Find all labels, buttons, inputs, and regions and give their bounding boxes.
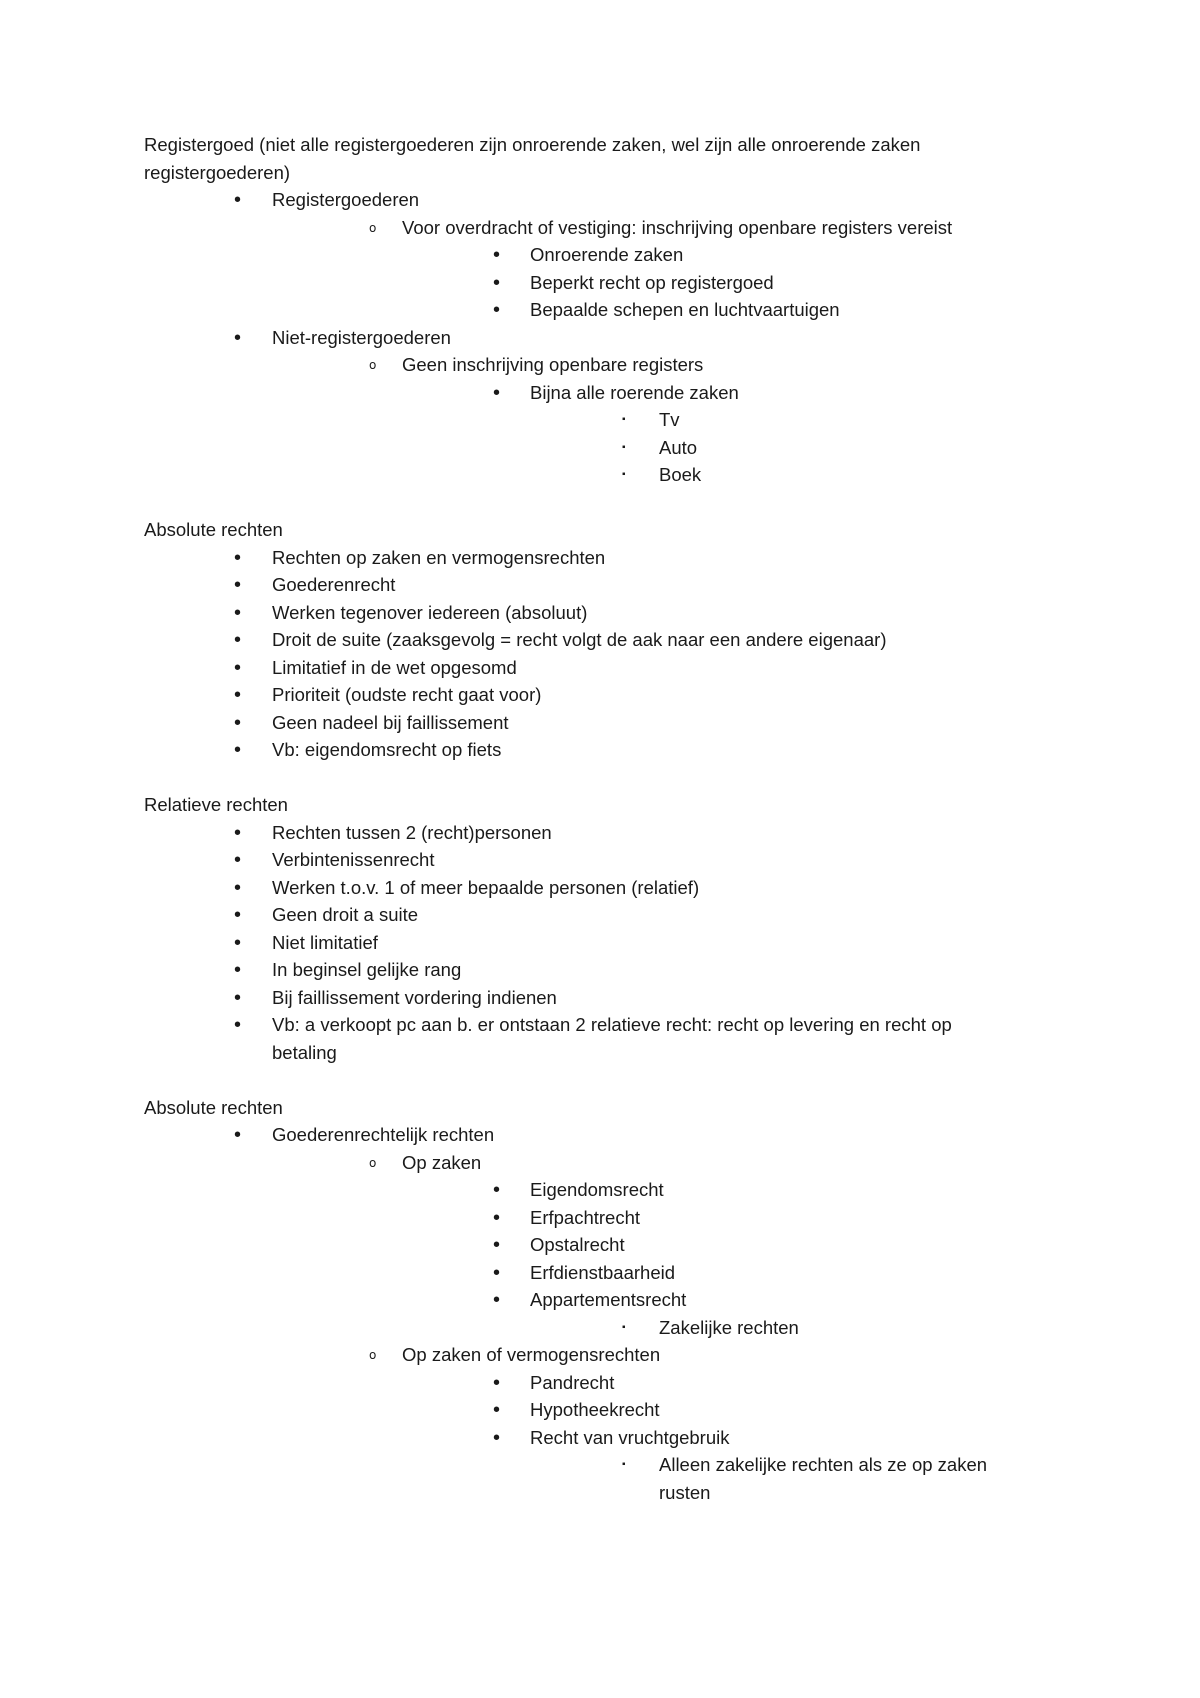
bullet-square-icon: ▪: [622, 1321, 626, 1333]
bullet-dot-icon: •: [234, 849, 242, 871]
bullet-dot-icon: •: [493, 1261, 501, 1284]
section-heading-continued: registergoederen): [144, 161, 291, 183]
list-item: Geen inschrijving openbare registers: [402, 354, 704, 375]
bullet-dot-icon: •: [234, 546, 242, 569]
bullet-dot-icon: •: [493, 1234, 501, 1256]
list-item: Limitatief in de wet opgesomd: [272, 656, 517, 678]
section-heading: Absolute rechten: [144, 1096, 283, 1118]
list-item: Alleen zakelijke rechten als ze op zaken: [659, 1454, 988, 1475]
list-item-continued: betaling: [272, 1041, 337, 1063]
list-item: Pandrecht: [530, 1371, 615, 1393]
section-heading: Registergoed (niet alle registergoederen zijn onroerende zaken, wel zijn alle onroerende zaken: [144, 134, 921, 155]
list-item: Niet limitatief: [272, 931, 378, 953]
bullet-dot-icon: •: [234, 931, 242, 954]
list-item: Werken t.o.v. 1 of meer bepaalde personen (relatief): [272, 876, 700, 898]
list-item: Vb: a verkoopt pc aan b. er ontstaan 2 relatieve recht: recht op levering en recht op: [272, 1014, 952, 1035]
bullet-dot-icon: •: [493, 1399, 501, 1421]
bullet-dot-icon: •: [234, 326, 242, 349]
bullet-dot-icon: •: [234, 684, 242, 706]
bullet-square-icon: ▪: [622, 469, 626, 480]
section-heading: Absolute rechten: [144, 519, 283, 540]
list-item: Registergoederen: [272, 189, 420, 210]
section-heading: Relatieve rechten: [144, 794, 288, 815]
list-item: Vb: eigendomsrecht op fiets: [272, 739, 502, 760]
bullet-circle-icon: o: [369, 358, 377, 372]
bullet-dot-icon: •: [234, 986, 242, 1009]
bullet-square-icon: ▪: [622, 414, 626, 425]
bullet-dot-icon: •: [234, 876, 242, 899]
list-item: Prioriteit (oudste recht gaat voor): [272, 684, 542, 705]
bullet-dot-icon: •: [234, 601, 242, 624]
bullet-dot-icon: •: [493, 1206, 501, 1229]
list-item: Recht van vruchtgebruik: [530, 1426, 730, 1448]
bullet-dot-icon: •: [234, 1014, 242, 1036]
list-item: Onroerende zaken: [530, 244, 684, 265]
list-item: Op zaken: [402, 1151, 482, 1173]
bullet-dot-icon: •: [234, 574, 242, 596]
list-item: Zakelijke rechten: [659, 1316, 799, 1338]
list-item: Boek: [659, 464, 702, 485]
bullet-dot-icon: •: [493, 1371, 501, 1394]
bullet-dot-icon: •: [234, 739, 242, 761]
list-item: Rechten op zaken en vermogensrechten: [272, 546, 606, 568]
list-item: Appartementsrecht: [530, 1289, 687, 1310]
bullet-dot-icon: •: [234, 1124, 242, 1146]
bullet-square-icon: ▪: [622, 441, 626, 453]
list-item: Voor overdracht of vestiging: inschrijving openbare registers vereist: [402, 216, 953, 238]
list-item: Bijna alle roerende zaken: [530, 381, 739, 403]
bullet-square-icon: ▪: [622, 1459, 626, 1470]
bullet-dot-icon: •: [493, 1426, 501, 1449]
bullet-dot-icon: •: [234, 821, 242, 844]
bullet-circle-icon: o: [369, 1348, 377, 1362]
list-item: Geen nadeel bij faillissement: [272, 711, 509, 733]
list-item-continued: rusten: [659, 1481, 711, 1503]
list-item: Bij faillissement vordering indienen: [272, 986, 557, 1008]
list-item: Goederenrechtelijk rechten: [272, 1124, 495, 1145]
bullet-circle-icon: o: [369, 1155, 377, 1170]
list-item: Eigendomsrecht: [530, 1179, 664, 1200]
list-item: Goederenrecht: [272, 574, 396, 595]
bullet-dot-icon: •: [234, 904, 242, 926]
list-item: Tv: [659, 409, 680, 430]
list-item: Op zaken of vermogensrechten: [402, 1344, 661, 1365]
list-item: Hypotheekrecht: [530, 1399, 660, 1420]
bullet-dot-icon: •: [234, 711, 242, 734]
bullet-dot-icon: •: [493, 244, 501, 266]
list-item: Rechten tussen 2 (recht)personen: [272, 821, 552, 843]
list-item: In beginsel gelijke rang: [272, 959, 462, 980]
bullet-dot-icon: •: [493, 381, 501, 404]
list-item: Auto: [659, 436, 698, 458]
list-item: Erfpachtrecht: [530, 1206, 641, 1228]
bullet-dot-icon: •: [234, 189, 242, 211]
list-item: Bepaalde schepen en luchtvaartuigen: [530, 299, 840, 320]
list-item: Niet-registergoederen: [272, 326, 451, 348]
bullet-dot-icon: •: [234, 656, 242, 679]
bullet-dot-icon: •: [493, 1289, 501, 1311]
bullet-dot-icon: •: [234, 959, 242, 981]
list-item: Droit de suite (zaaksgevolg = recht volgt de aak naar een andere eigenaar): [272, 629, 887, 650]
bullet-dot-icon: •: [493, 271, 501, 294]
list-item: Werken tegenover iedereen (absoluut): [272, 601, 588, 623]
list-item: Opstalrecht: [530, 1234, 625, 1255]
bullet-dot-icon: •: [493, 299, 501, 321]
list-item: Erfdienstbaarheid: [530, 1261, 676, 1283]
list-item: Geen droit a suite: [272, 904, 419, 925]
bullet-circle-icon: o: [369, 220, 377, 235]
bullet-dot-icon: •: [493, 1179, 501, 1201]
bullet-dot-icon: •: [234, 629, 242, 651]
list-item: Beperkt recht op registergoed: [530, 271, 774, 293]
list-item: Verbintenissenrecht: [272, 849, 435, 870]
